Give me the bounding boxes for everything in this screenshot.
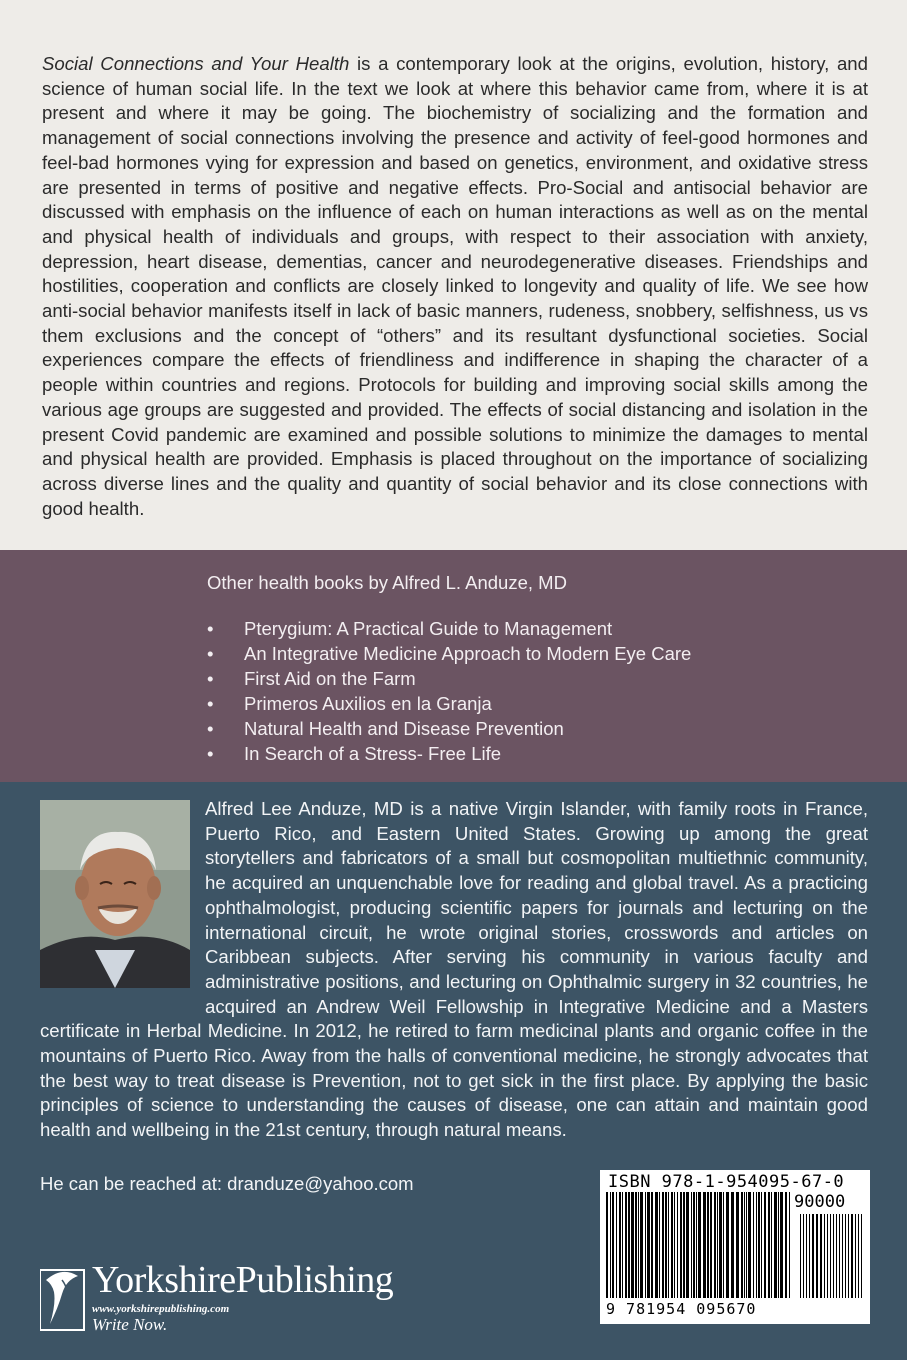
barcode-bar xyxy=(668,1192,669,1298)
barcode-bar xyxy=(764,1192,766,1298)
book-title: Social Connections and Your Health xyxy=(42,53,350,74)
barcode-bar xyxy=(696,1192,697,1298)
barcode-bar xyxy=(778,1192,779,1298)
barcode-bar xyxy=(748,1192,751,1298)
barcode-bar xyxy=(812,1214,814,1298)
barcode-bar xyxy=(839,1214,840,1298)
barcode-bar xyxy=(836,1214,837,1298)
barcode-bar xyxy=(785,1192,787,1298)
barcode-bar xyxy=(774,1192,777,1298)
bullet-icon: • xyxy=(207,743,214,764)
barcode-bar xyxy=(789,1192,790,1298)
barcode-bar xyxy=(851,1214,853,1298)
author-bio-text: Alfred Lee Anduze, MD is a native Virgin Islander, with family roots in France, Puerto Rico, and Eastern United States. Growing up among the great storytellers and fabricators of a small but cosmopolitan multiethnic community, he acquired an unquenchable love for reading and global travel. As a practicing ophthalmologist, producing scientific papers for journals and lecturing on the international circuit, he wrote original stories, crosswords and articles on Caribbean subjects. After serving his community in various faculty and administrative positions, and lecturing on Ophthalmic surgery in 32 countries, he acquired an Andrew Weil Fellowship in Integrative Medicine and a Masters certificate in Herbal Medicine. In 2012, he retired to farm medicinal plants and organic coffee in the mountains of Puerto Rico. Away from the halls of conventional medicine, he strongly advocates that the best way to treat disease is Prevention, not to get sick in the first place. By applying the basic principles of science to understanding the causes of disease, one can attain and maintain good health and wellbeing in the 21st century, through natural means. xyxy=(40,798,868,1141)
barcode-bar xyxy=(824,1214,825,1298)
barcode-bar xyxy=(693,1192,695,1298)
barcode-bar xyxy=(640,1192,643,1298)
barcode-bar xyxy=(631,1192,634,1298)
barcode-bar xyxy=(680,1192,682,1298)
barcode-bar xyxy=(606,1192,608,1298)
barcode-bar xyxy=(647,1192,650,1298)
isbn-barcode xyxy=(600,1170,870,1324)
barcode-bar xyxy=(622,1192,623,1298)
barcode-bar xyxy=(830,1214,831,1298)
barcode-bar xyxy=(820,1214,822,1298)
barcode-bar xyxy=(645,1192,646,1298)
bullet-icon: • xyxy=(207,693,214,714)
publisher-logo xyxy=(40,1258,460,1338)
barcode-bar xyxy=(710,1192,712,1298)
barcode-bar xyxy=(744,1192,745,1298)
barcode-bar xyxy=(691,1192,692,1298)
barcode-bar xyxy=(723,1192,724,1298)
author-contact: He can be reached at: dranduze@yahoo.com xyxy=(40,1173,414,1194)
other-book-title: Pterygium: A Practical Guide to Management xyxy=(244,618,613,639)
barcode-bar xyxy=(842,1214,843,1298)
barcode-bar xyxy=(753,1192,754,1298)
barcode-bar xyxy=(619,1192,621,1298)
barcode-bar xyxy=(612,1192,614,1298)
barcode-bar xyxy=(768,1192,770,1298)
other-book-title: First Aid on the Farm xyxy=(244,668,416,689)
barcode-bar xyxy=(635,1192,637,1298)
barcode-bar xyxy=(756,1192,757,1298)
other-book-title: An Integrative Medicine Approach to Modern Eye Care xyxy=(244,643,692,664)
barcode-bar xyxy=(717,1192,718,1298)
barcode-bar xyxy=(816,1214,818,1298)
barcode-bar xyxy=(855,1214,856,1298)
barcode-bar xyxy=(651,1192,653,1298)
barcode-bar xyxy=(671,1192,673,1298)
barcode-bar xyxy=(827,1214,828,1298)
barcode-bar xyxy=(803,1214,804,1298)
other-books-heading: Other health books by Alfred L. Anduze, MD xyxy=(207,572,567,593)
barcode-bar xyxy=(703,1192,706,1298)
author-bio xyxy=(40,797,868,1143)
barcode-bar xyxy=(845,1214,846,1298)
other-books-list xyxy=(207,616,691,766)
barcode-bar xyxy=(809,1214,810,1298)
barcode-bar xyxy=(683,1192,685,1298)
barcode-bar xyxy=(731,1192,734,1298)
other-book-item xyxy=(207,616,691,641)
bullet-icon: • xyxy=(207,718,214,739)
book-description xyxy=(42,52,868,521)
other-book-title: In Search of a Stress- Free Life xyxy=(244,743,502,764)
barcode-bar xyxy=(746,1192,747,1298)
other-book-item xyxy=(207,716,691,741)
barcode-bar xyxy=(771,1192,772,1298)
barcode-bar xyxy=(758,1192,760,1298)
other-book-item xyxy=(207,666,691,691)
bullet-icon: • xyxy=(207,643,214,664)
other-book-title: Primeros Auxilios en la Granja xyxy=(244,693,492,714)
other-book-title: Natural Health and Disease Prevention xyxy=(244,718,564,739)
barcode-bar xyxy=(625,1192,627,1298)
barcode-bar xyxy=(638,1192,639,1298)
barcode-bar xyxy=(655,1192,658,1298)
barcode-bar xyxy=(806,1214,807,1298)
book-description-text: is a contemporary look at the origins, evolution, history, and science of human social life. In the text we look at where this behavior came from, where it is at present and where it may be going. The biochemistry of socializing and the formation and management of social connections involving the presence and activity of feel-good hormones and feel-bad hormones vying for expression and based on genetics, environment, and oxidative stress are presented in terms of positive and negative effects. Pro-Social and antisocial behavior are discussed with emphasis on the influence of each on human interactions as well as on the mental and physical health of individuals and groups, with respect to their association with anxiety, depression, heart disease, dementias, cancer and neurodegenerative diseases. Friendships and hostilities, cooperation and conflicts are closely linked to longevity and quality of life. We see how anti-social behavior manifests itself in lack of basic manners, rudeness, snobbery, selfishness, us vs them exclusions and the concept of “others” and its resultant dysfunctional societies. Social experiences compare the effects of friendliness and indifference in shaping the character of a people within countries and regions. Protocols for building and improving social skills among the various age groups are suggested and provided. The effects of social distancing and isolation in the present Covid pandemic are examined and possible solutions to minimize the damages to mental and physical health are provided. Emphasis is placed throughout on the importance of socializing across diverse lines and the quality and quantity of social behavior and its close connections with good health. xyxy=(42,53,868,519)
barcode-digits: 9 781954 095670 xyxy=(606,1300,757,1318)
barcode-bar xyxy=(800,1214,801,1298)
barcode-bar xyxy=(861,1214,862,1298)
other-book-item xyxy=(207,691,691,716)
barcode-bar xyxy=(665,1192,667,1298)
other-book-item xyxy=(207,641,691,666)
barcode-bar xyxy=(686,1192,689,1298)
barcode-bar xyxy=(677,1192,678,1298)
bullet-icon: • xyxy=(207,618,214,639)
barcode-bar xyxy=(628,1192,630,1298)
barcode-bar xyxy=(741,1192,743,1298)
publisher-name: YorkshirePublishing xyxy=(92,1259,394,1301)
barcode-bar xyxy=(707,1192,709,1298)
barcode-bar xyxy=(610,1192,611,1298)
isbn-label: ISBN 978-1-954095-67-0 xyxy=(608,1172,845,1192)
bullet-icon: • xyxy=(207,668,214,689)
publisher-tagline: Write Now. xyxy=(92,1315,168,1334)
barcode-bar xyxy=(858,1214,859,1298)
barcode-bar xyxy=(674,1192,675,1298)
other-book-item xyxy=(207,741,691,766)
barcode-bar xyxy=(780,1192,783,1298)
barcode-bar xyxy=(659,1192,660,1298)
barcode-bar xyxy=(833,1214,834,1298)
price-code: 90000 xyxy=(794,1192,846,1212)
barcode-bar xyxy=(726,1192,729,1298)
barcode-bar xyxy=(848,1214,849,1298)
publisher-mark-icon xyxy=(40,1260,86,1336)
barcode-bar xyxy=(662,1192,664,1298)
barcode-bar xyxy=(761,1192,762,1298)
publisher-url: www.yorkshirepublishing.com xyxy=(92,1303,230,1315)
barcode-bar xyxy=(714,1192,716,1298)
barcode-bar xyxy=(616,1192,617,1298)
barcode-bar xyxy=(736,1192,739,1298)
barcode-bar xyxy=(698,1192,701,1298)
barcode-bar xyxy=(719,1192,722,1298)
